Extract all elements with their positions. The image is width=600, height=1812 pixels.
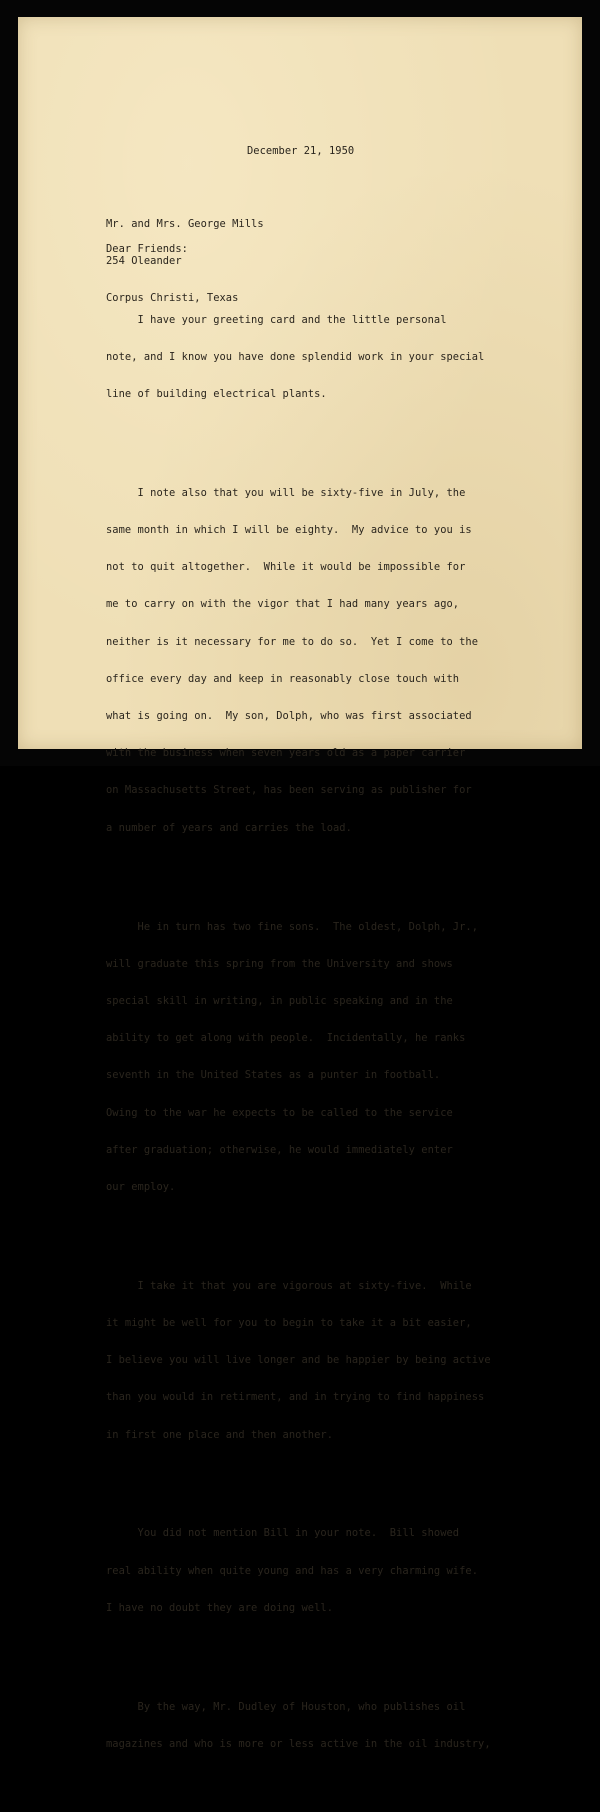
text-line: it might be well for you to begin to take it a bit easier,	[106, 1316, 472, 1329]
text-line: seventh in the United States as a punter in football.	[106, 1069, 441, 1082]
letter-body	[106, 264, 491, 1812]
paragraph	[106, 462, 491, 859]
text-line: than you would in retirment, and in trying to find happiness	[106, 1391, 485, 1404]
text-line: with the business when seven years old as a paper carrier	[106, 747, 466, 760]
paragraph	[106, 1503, 491, 1639]
text-line: I have no doubt they are doing well.	[106, 1601, 334, 1614]
text-line: Owing to the war he expects to be called to the service	[106, 1106, 453, 1119]
text-line: By the way, Mr. Dudley of Houston, who publishes oil	[106, 1700, 466, 1713]
salutation: Dear Friends:	[106, 243, 188, 255]
letter-date: December 21, 1950	[247, 145, 355, 157]
text-line: note, and I know you have done splendid work in your special	[106, 350, 485, 363]
text-line: I have your greeting card and the little personal	[106, 313, 447, 326]
text-line: same month in which I will be eighty. My advice to you is	[106, 524, 472, 537]
text-line: neither is it necessary for me to do so. Yet I come to the	[106, 635, 479, 648]
paragraph	[106, 896, 491, 1218]
text-line: in first one place and then another.	[106, 1428, 334, 1441]
text-line: line of building electrical plants.	[106, 388, 327, 401]
text-line: will graduate this spring from the University and shows	[106, 957, 453, 970]
paragraph	[106, 1255, 491, 1466]
text-line: magazines and who is more or less active in the oil industry,	[106, 1737, 491, 1750]
paragraph	[106, 289, 491, 425]
text-line: I take it that you are vigorous at sixty-five. While	[106, 1279, 472, 1292]
text-line: He in turn has two fine sons. The oldest, Dolph, Jr.,	[106, 920, 479, 933]
text-line: ability to get along with people. Incidentally, he ranks	[106, 1032, 466, 1045]
text-line: I believe you will live longer and be happier by being active	[106, 1354, 491, 1367]
text-line: real ability when quite young and has a very charming wife.	[106, 1564, 479, 1577]
text-line: not to quit altogether. While it would be impossible for	[106, 561, 466, 574]
text-line: a number of years and carries the load.	[106, 821, 352, 834]
text-line: our employ.	[106, 1180, 176, 1193]
letter-page	[18, 17, 582, 1750]
text-line: me to carry on with the vigor that I had many years ago,	[106, 598, 460, 611]
text-line: office every day and keep in reasonably close touch with	[106, 672, 460, 685]
text-line: after graduation; otherwise, he would immediately enter	[106, 1143, 453, 1156]
text-line: what is going on. My son, Dolph, who was first associated	[106, 710, 472, 723]
text-line: I note also that you will be sixty-five in July, the	[106, 486, 466, 499]
text-line: You did not mention Bill in your note. Bill showed	[106, 1527, 460, 1540]
address-line: Corpus Christi, Texas	[106, 292, 239, 305]
address-line: Mr. and Mrs. George Mills	[106, 217, 264, 230]
address-line: 254 Oleander	[106, 255, 182, 268]
text-line: on Massachusetts Street, has been serving as publisher for	[106, 784, 472, 797]
paragraph	[106, 1676, 491, 1775]
text-line: special skill in writing, in public speaking and in the	[106, 994, 453, 1007]
